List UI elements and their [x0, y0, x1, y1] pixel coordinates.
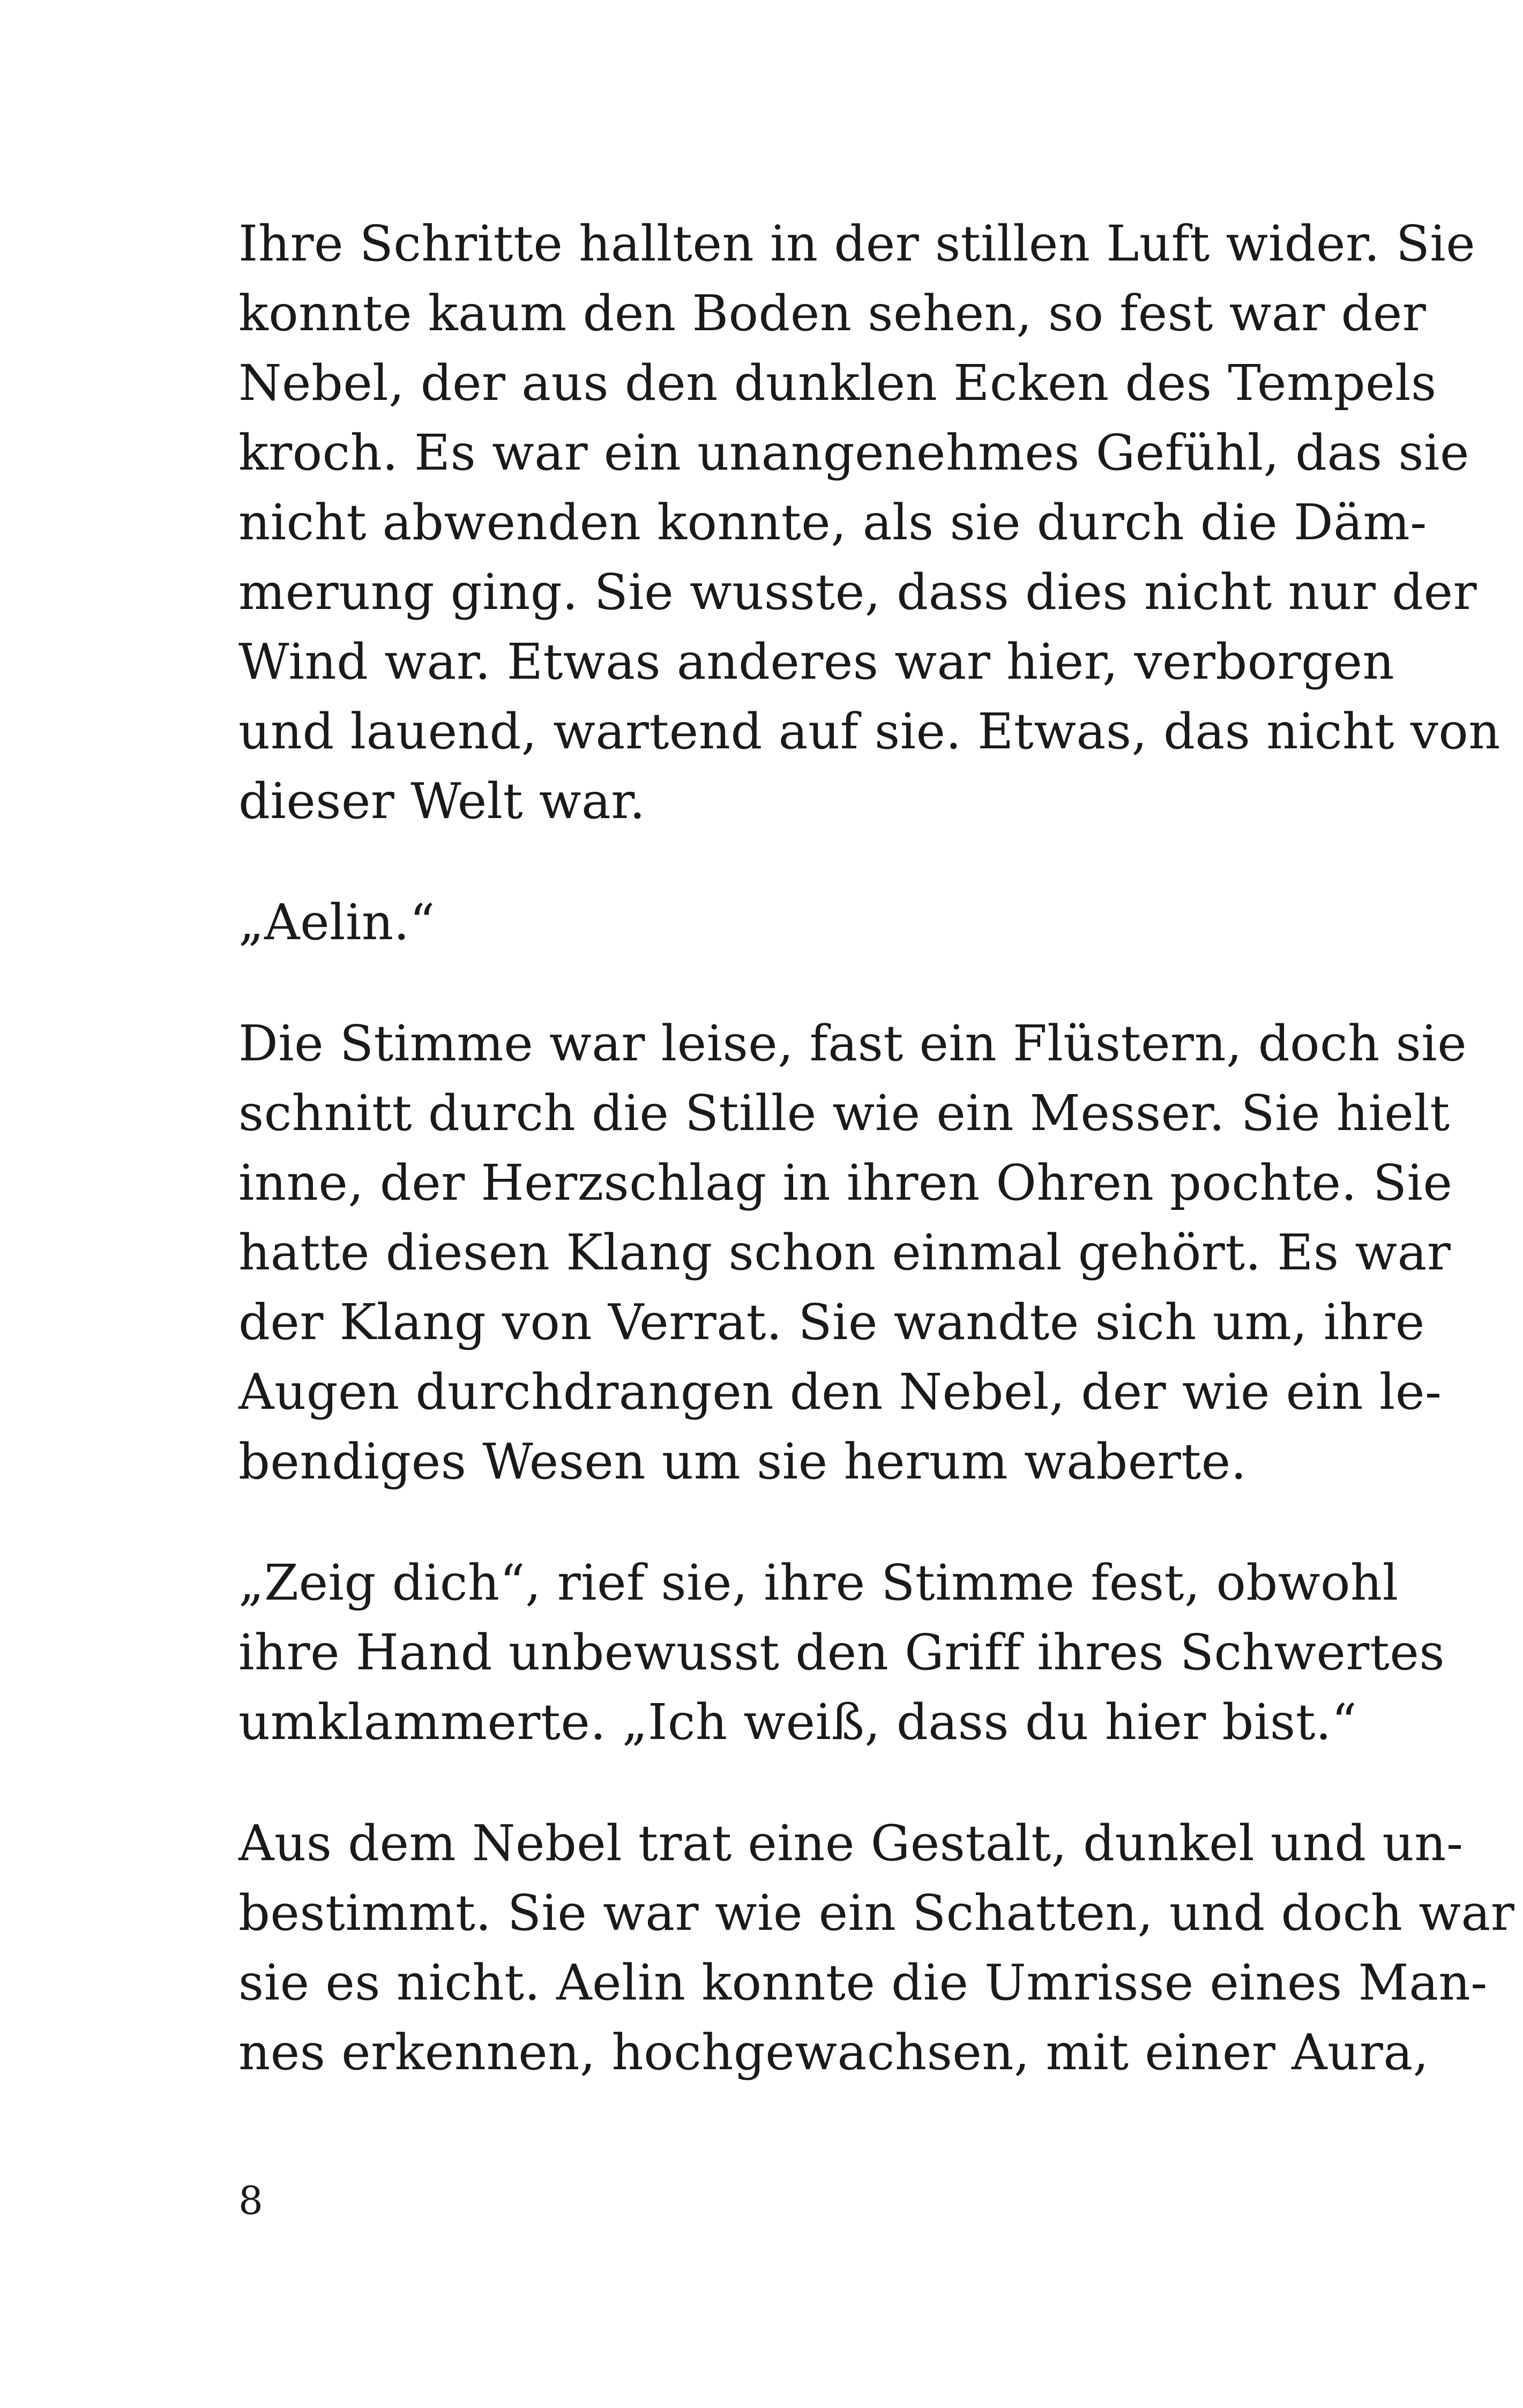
text-line: konnte kaum den Boden sehen, so fest war der [238, 285, 1427, 342]
text-line: der Klang von Verrat. Sie wandte sich um, ihre [238, 1294, 1425, 1351]
text-line: merung ging. Sie wusste, dass dies nicht nur der [238, 563, 1477, 621]
paragraph-5 [238, 1809, 1515, 2087]
text-line: Nebel, der aus den dunklen Ecken des Tempels [238, 354, 1437, 412]
text-line: Die Stimme war leise, fast ein Flüstern, doch sie [238, 1015, 1467, 1072]
text-line: nicht abwenden konnte, als sie durch die Däm- [238, 494, 1427, 551]
text-line: inne, der Herzschlag in ihren Ohren pochte. Sie [238, 1154, 1453, 1212]
paragraph-2 [238, 888, 1289, 957]
paragraph-gap [238, 1757, 1289, 1809]
text-line: nes erkennen, hochgewachsen, mit einer Aura, [238, 2024, 1429, 2081]
text-line: Wind war. Etwas anderes war hier, verborgen [238, 633, 1395, 690]
paragraph-4 [238, 1548, 1445, 1757]
paragraph-gap [238, 1497, 1289, 1548]
text-line: und lauend, wartend auf sie. Etwas, das nicht von [238, 703, 1501, 760]
paragraph-gap [238, 836, 1289, 888]
text-line: sie es nicht. Aelin konnte die Umrisse eines Man- [238, 1954, 1488, 2011]
text-line: umklammerte. „Ich weiß, dass du hier bist.“ [238, 1693, 1357, 1751]
text-line: Augen durchdrangen den Nebel, der wie ein le- [238, 1363, 1442, 1421]
text-line: hatte diesen Klang schon einmal gehört. Es war [238, 1224, 1451, 1281]
text-line: bendiges Wesen um sie herum waberte. [238, 1433, 1247, 1490]
paragraph-3 [238, 1009, 1467, 1497]
text-line: „Zeig dich“, rief sie, ihre Stimme fest, obwohl [238, 1554, 1399, 1611]
text-line: ihre Hand unbewusst den Griff ihres Schwertes [238, 1624, 1445, 1681]
page-number: 8 [238, 2178, 263, 2223]
text-line: dieser Welt war. [238, 772, 646, 830]
body-text [238, 209, 1515, 2087]
text-line: „Aelin.“ [238, 894, 435, 951]
paragraph-1 [238, 209, 1501, 836]
text-line: schnitt durch die Stille wie ein Messer. Sie hielt [238, 1084, 1450, 1142]
text-line: Aus dem Nebel trat eine Gestalt, dunkel und un- [238, 1815, 1464, 1872]
text-line: Ihre Schritte hallten in der stillen Luft wider. Sie [238, 215, 1476, 272]
text-line: bestimmt. Sie war wie ein Schatten, und doch war [238, 1884, 1515, 1942]
text-line: kroch. Es war ein unangenehmes Gefühl, das sie [238, 424, 1469, 481]
paragraph-gap [238, 957, 1289, 1009]
